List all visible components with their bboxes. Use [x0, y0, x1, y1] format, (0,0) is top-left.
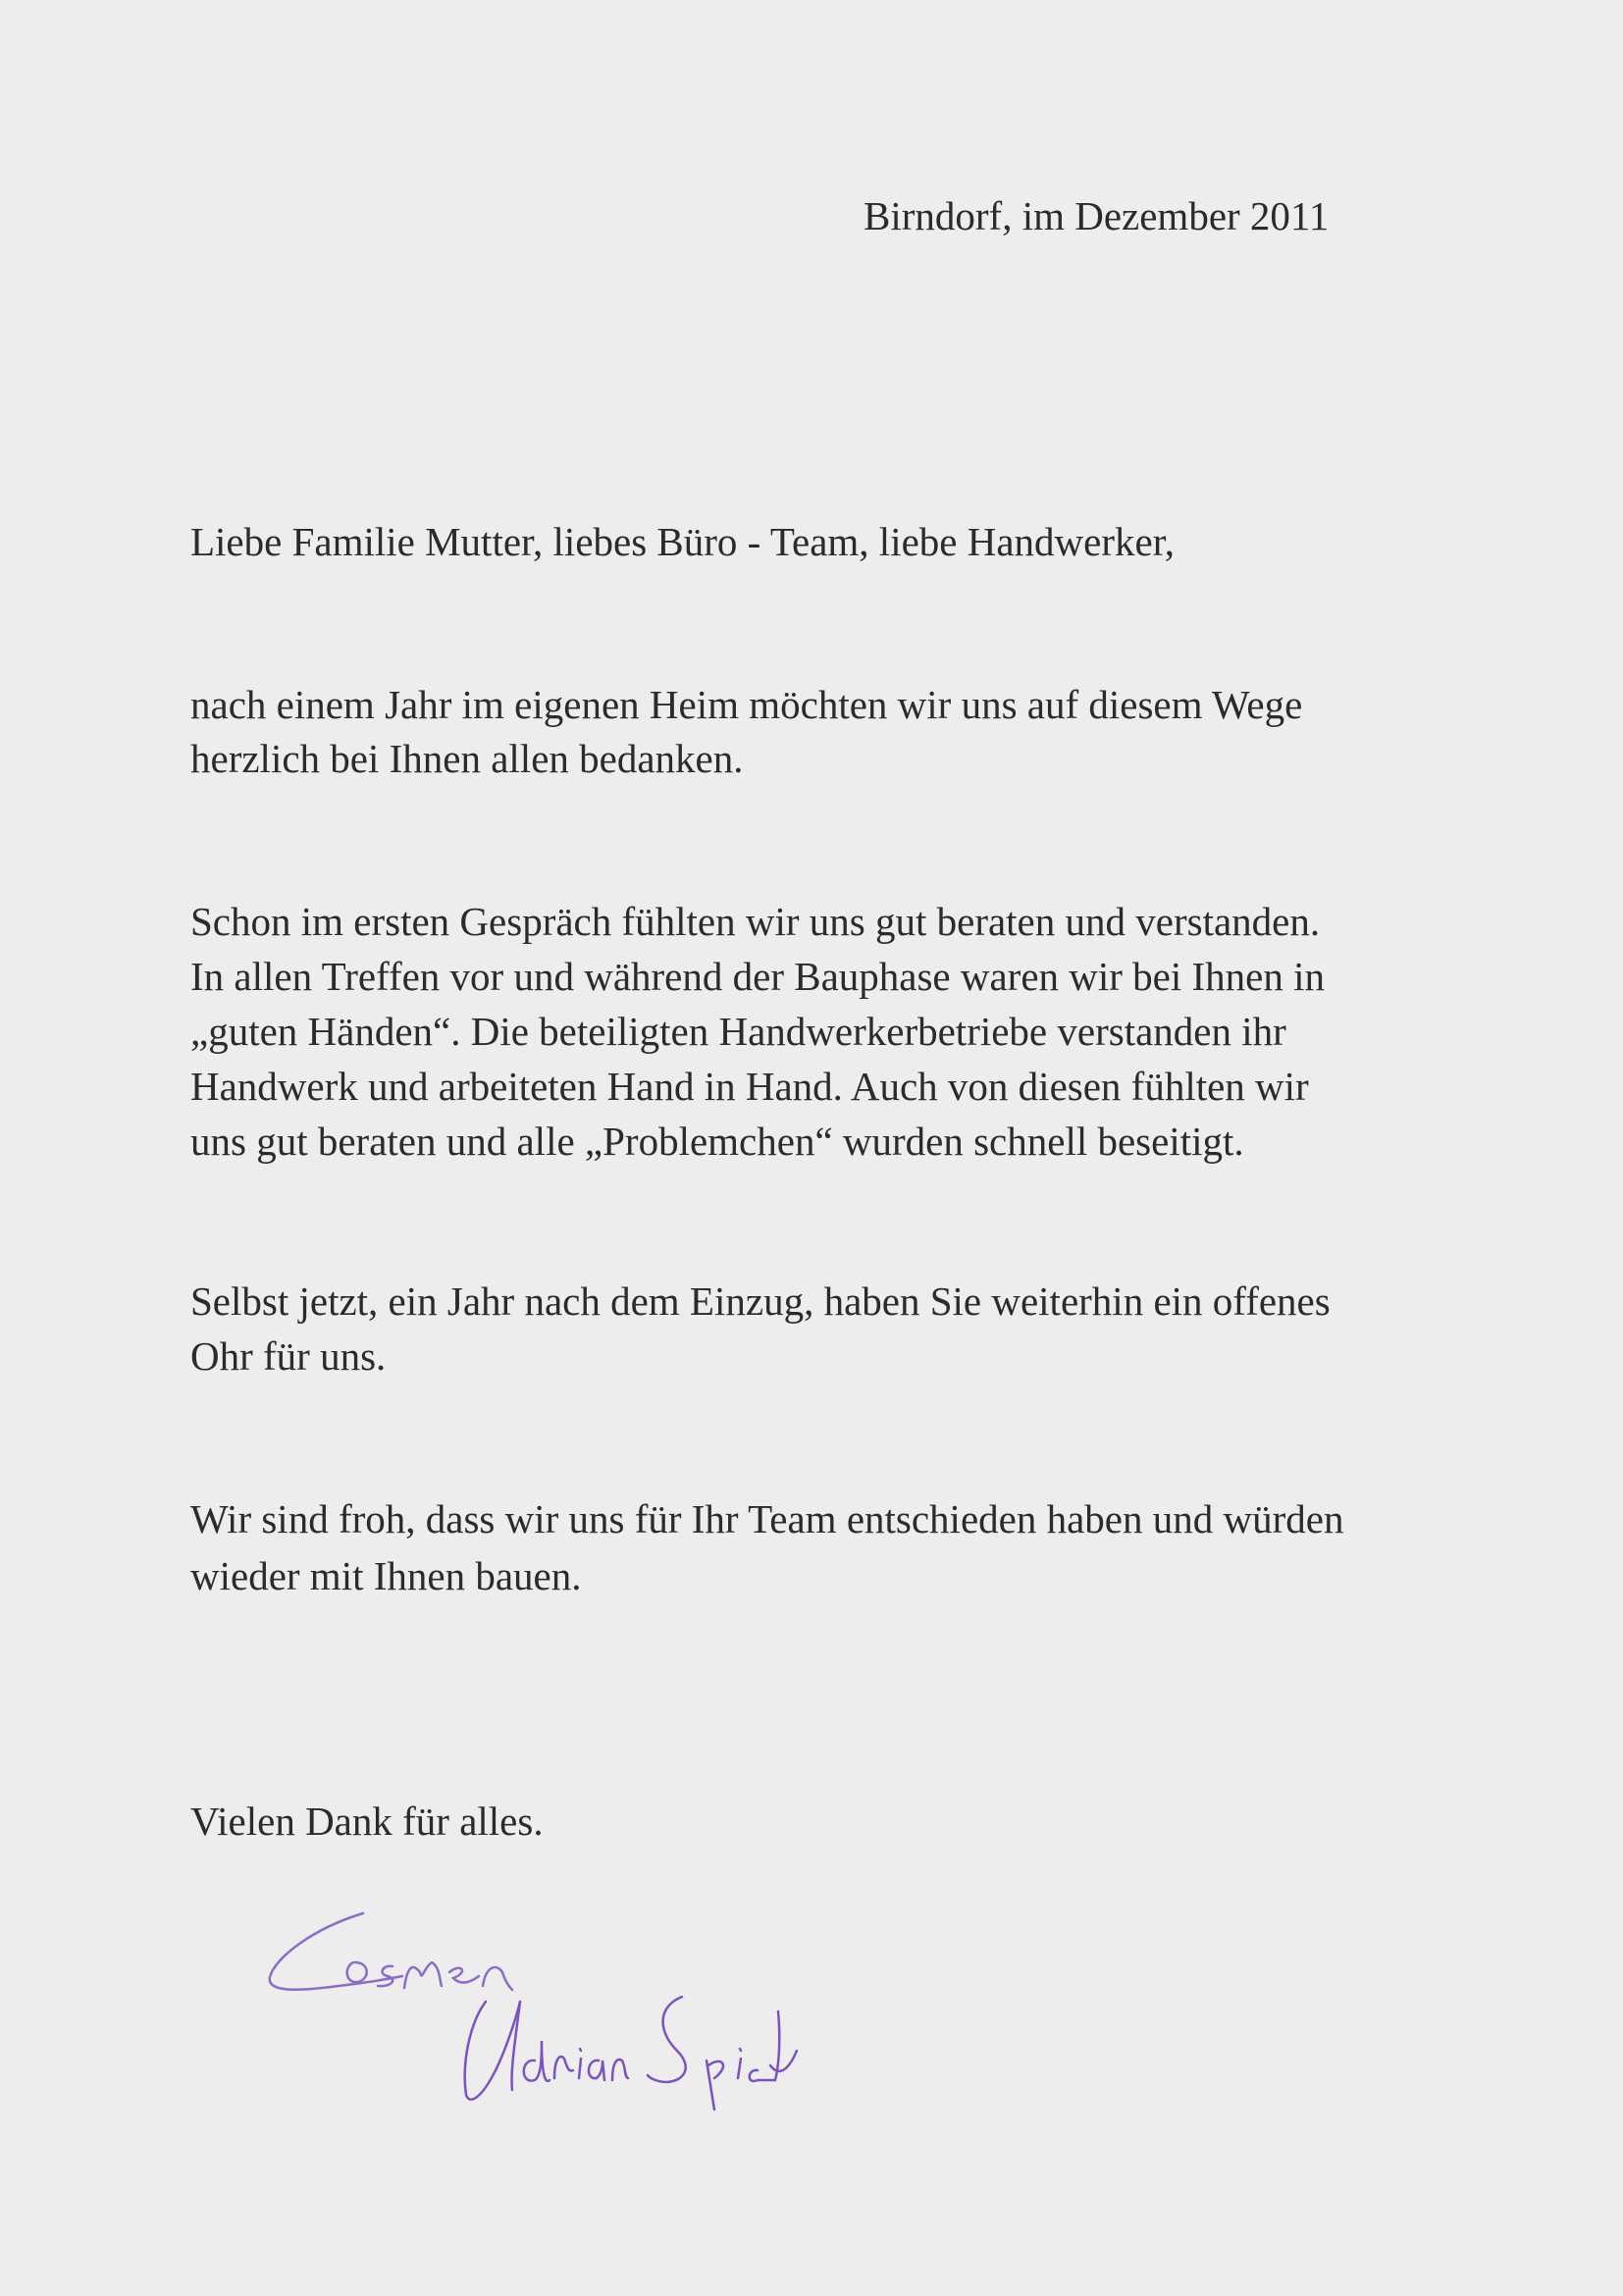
paragraph-line: Schon im ersten Gespräch fühlten wir uns gut beraten und verstanden. [190, 899, 1321, 944]
paragraph-line: „guten Händen“. Die beteiligten Handwerkerbetriebe verstanden ihr [190, 1009, 1286, 1054]
salutation: Liebe Familie Mutter, liebes Büro - Team, liebe Handwerker, [190, 519, 1175, 564]
paragraph-line: Wir sind froh, dass wir uns für Ihr Team entschieden haben und würden [190, 1496, 1344, 1541]
closing: Vielen Dank für alles. [190, 1799, 544, 1844]
paragraph-line: In allen Treffen vor und während der Bauphase waren wir bei Ihnen in [190, 954, 1326, 999]
signature-cosmen [270, 1913, 512, 1990]
paragraph-line: Handwerk und arbeiteten Hand in Hand. Auch von diesen fühlten wir [190, 1064, 1309, 1109]
paragraph-line: uns gut beraten und alle „Problemchen“ wurden schnell beseitigt. [190, 1119, 1244, 1164]
place-date: Birndorf, im Dezember 2011 [864, 193, 1330, 238]
paragraph-line: herzlich bei Ihnen allen bedanken. [190, 736, 744, 781]
paragraph-line: Ohr für uns. [190, 1333, 387, 1379]
paragraph-line: nach einem Jahr im eigenen Heim möchten wir uns auf diesem Wege [190, 682, 1303, 727]
paragraph-line: wieder mit Ihnen bauen. [190, 1553, 582, 1598]
signature-adrian-spiel [465, 1997, 797, 2110]
paragraph-line: Selbst jetzt, ein Jahr nach dem Einzug, haben Sie weiterhin ein offenes [190, 1278, 1331, 1324]
